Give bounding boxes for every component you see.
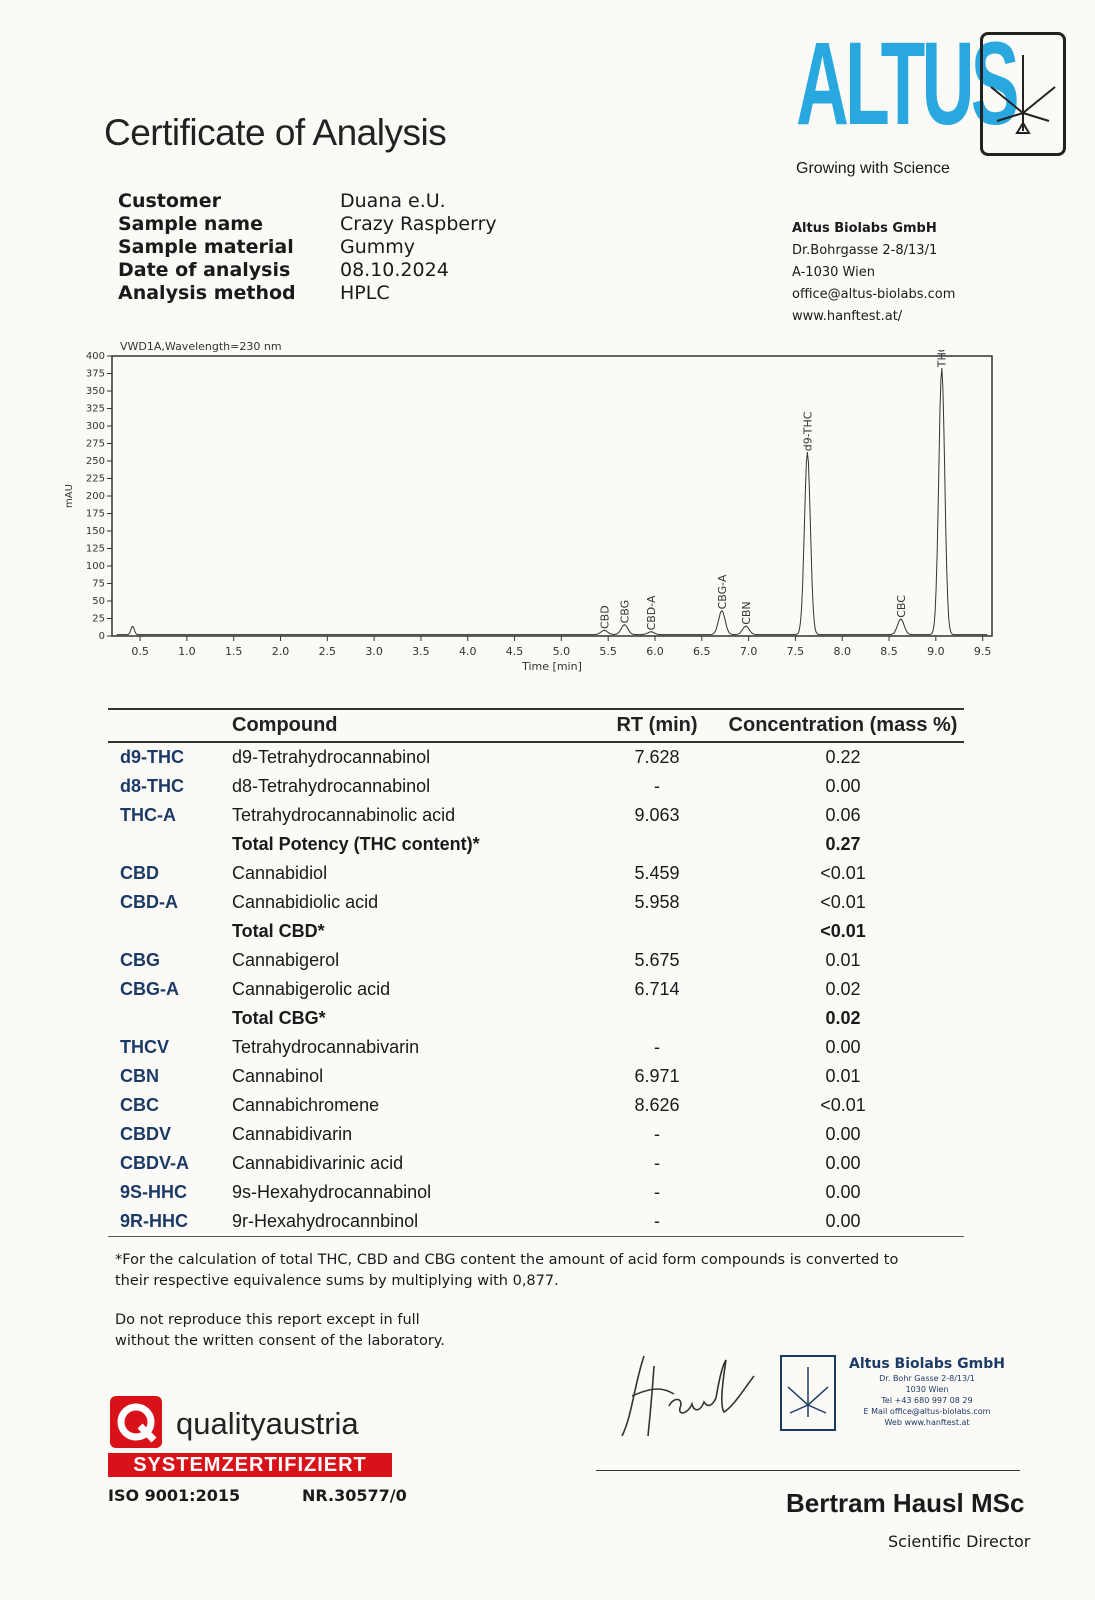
compound-abbreviation: 9S-HHC	[120, 1182, 188, 1202]
y-tick-label: 75	[92, 578, 105, 590]
compound-abbreviation: CBG-A	[120, 979, 179, 999]
retention-time: 5.459	[634, 863, 680, 883]
signature-line	[596, 1470, 1020, 1471]
x-tick-label: 8.0	[833, 645, 851, 658]
x-tick-label: 1.5	[224, 645, 243, 658]
y-tick-label: 100	[85, 561, 105, 572]
value-date: 08.10.2024	[340, 259, 449, 281]
lab-city: A-1030 Wien	[792, 265, 875, 280]
footnote-line-2: their respective equivalence sums by multiplying with 0,877.	[115, 1273, 559, 1289]
compound-name: Tetrahydrocannabinolic acid	[232, 805, 456, 825]
table-row	[108, 1149, 964, 1178]
stamp-web: Web www.hanftest.at	[884, 1418, 970, 1427]
x-tick-label: 9.5	[973, 645, 992, 658]
compound-name: Total Potency (THC content)*	[232, 834, 480, 854]
header-compound: Compound	[232, 709, 592, 742]
qualityaustria-brand: qualityaustria	[176, 1406, 359, 1441]
compound-name: d9-Tetrahydrocannabinol	[232, 747, 431, 767]
table-row	[108, 1033, 964, 1062]
chromatogram-trace	[117, 369, 988, 635]
compound-abbreviation: THCV	[120, 1037, 169, 1057]
x-tick-label: 5.5	[599, 645, 617, 658]
x-tick-label: 2.0	[271, 645, 290, 658]
compound-name: Cannabidivarinic acid	[232, 1153, 404, 1173]
compound-abbreviation	[108, 830, 232, 859]
y-tick-label: 325	[85, 403, 105, 415]
table-row	[108, 801, 964, 830]
y-tick-label: 275	[85, 438, 105, 450]
concentration: 0.00	[825, 776, 861, 796]
retention-time: 8.626	[634, 1095, 680, 1115]
x-tick-label: 6.5	[693, 645, 711, 658]
y-axis-label: mAU	[64, 484, 75, 508]
retention-time	[592, 1004, 722, 1033]
retention-time: -	[654, 1124, 660, 1144]
y-tick-label: 225	[85, 473, 105, 485]
compound-abbreviation: CBC	[120, 1095, 159, 1115]
concentration: 0.06	[825, 805, 861, 825]
signature-drawing	[614, 1346, 764, 1446]
table-row	[108, 859, 964, 888]
compound-abbreviation: CBD-A	[120, 892, 178, 912]
x-tick-label: 8.5	[880, 645, 898, 658]
x-tick-label: 5.0	[552, 645, 571, 658]
stamp-leaf-icon	[780, 1355, 836, 1431]
compound-name: Cannabichromene	[232, 1095, 380, 1115]
compound-name: Cannabinol	[232, 1066, 324, 1086]
concentration: 0.02	[825, 979, 861, 999]
retention-time: -	[654, 1182, 660, 1202]
header-concentration: Concentration (mass %)	[722, 709, 964, 742]
table-total-row	[108, 917, 964, 946]
x-tick-label: 3.5	[412, 645, 430, 658]
compound-name: d8-Tetrahydrocannabinol	[232, 776, 431, 796]
retention-time: 9.063	[634, 805, 680, 825]
certificate-number: NR.30577/0	[302, 1486, 407, 1505]
concentration: 0.02	[825, 1008, 861, 1028]
compound-name: Total CBG*	[232, 1008, 326, 1028]
x-tick-label: 1.0	[178, 645, 196, 658]
table-row	[108, 946, 964, 975]
plot-frame	[112, 356, 992, 636]
lab-email[interactable]: office@altus-biolabs.com	[792, 287, 956, 302]
stamp-tel: Tel +43 680 997 08 29	[881, 1396, 973, 1405]
peak-label: CBC	[894, 595, 908, 618]
x-tick-label: 7.5	[786, 645, 805, 658]
table-row	[108, 1178, 964, 1207]
concentration: 0.22	[825, 747, 861, 767]
retention-time: 5.675	[634, 950, 680, 970]
sample-info-labels	[118, 190, 296, 305]
retention-time: 7.628	[634, 747, 680, 767]
peak-label: CBD-A	[645, 595, 659, 631]
concentration: 0.01	[825, 1066, 861, 1086]
y-tick-label: 200	[85, 491, 105, 502]
x-tick-label: 2.5	[318, 645, 337, 658]
y-tick-label: 150	[85, 526, 105, 537]
retention-time: 6.971	[634, 1066, 680, 1086]
y-tick-label: 125	[85, 543, 105, 555]
compound-abbreviation: d8-THC	[120, 776, 184, 796]
value-method: HPLC	[340, 282, 390, 304]
concentration: 0.00	[825, 1124, 861, 1144]
compound-abbreviation: d9-THC	[120, 747, 184, 767]
concentration: 0.00	[825, 1182, 861, 1202]
compound-name: Cannabidiolic acid	[232, 892, 379, 912]
sample-info-values	[340, 190, 497, 305]
y-tick-label: 175	[85, 508, 105, 520]
label-method: Analysis method	[118, 282, 296, 304]
cannabis-leaf-icon	[980, 32, 1066, 156]
value-sample-name: Crazy Raspberry	[340, 213, 497, 235]
x-tick-label: 3.0	[365, 645, 383, 658]
compound-abbreviation: CBDV-A	[120, 1153, 190, 1173]
retention-time: -	[654, 776, 660, 796]
concentration: <0.01	[820, 892, 866, 912]
compound-abbreviation	[108, 1004, 232, 1033]
compound-abbreviation	[108, 917, 232, 946]
y-tick-label: 250	[85, 456, 105, 467]
value-sample-material: Gummy	[340, 236, 416, 258]
table-row	[108, 888, 964, 917]
stamp-city: 1030 Wien	[905, 1385, 949, 1394]
compound-name: 9s-Hexahydrocannabinol	[232, 1182, 432, 1202]
stamp-street: Dr. Bohr Gasse 2-8/13/1	[879, 1374, 975, 1383]
y-tick-label: 375	[85, 368, 105, 380]
y-tick-label: 350	[85, 386, 105, 397]
retention-time	[592, 830, 722, 859]
retention-time: 5.958	[634, 892, 680, 912]
table-row	[108, 742, 964, 772]
retention-time: 6.714	[634, 979, 680, 999]
compound-name: Cannabidivarin	[232, 1124, 353, 1144]
retention-time	[592, 917, 722, 946]
concentration: 0.00	[825, 1153, 861, 1173]
peak-label: CBN	[739, 601, 753, 625]
table-row	[108, 1120, 964, 1149]
label-date: Date of analysis	[118, 259, 291, 281]
compound-name: Cannabidiol	[232, 863, 328, 883]
y-tick-label: 25	[92, 613, 105, 625]
peak-label: d9-THC	[801, 411, 815, 452]
compound-name: Cannabigerolic acid	[232, 979, 391, 999]
retention-time: -	[592, 1207, 722, 1237]
y-tick-label: 400	[85, 351, 105, 362]
y-tick-label: 50	[92, 596, 105, 607]
table-row	[108, 1207, 964, 1237]
concentration: 0.01	[825, 950, 861, 970]
compound-abbreviation: CBG	[120, 950, 160, 970]
peak-label: THC-A	[935, 350, 949, 368]
concentration: <0.01	[820, 863, 866, 883]
table-row	[108, 1062, 964, 1091]
concentration: 0.00	[825, 1037, 861, 1057]
reproduce-line-1: Do not reproduce this report except in full	[115, 1312, 420, 1328]
chromatogram-caption: VWD1A,Wavelength=230 nm	[120, 340, 282, 353]
table-body	[108, 742, 964, 1237]
label-customer: Customer	[118, 190, 221, 212]
altus-logo: ALTUS	[796, 18, 1016, 150]
table-row	[108, 975, 964, 1004]
table-total-row	[108, 1004, 964, 1033]
x-axis-label: Time [min]	[522, 660, 582, 673]
concentration: <0.01	[820, 921, 866, 941]
reproduction-notice	[115, 1310, 445, 1352]
compound-name: Total CBD*	[232, 921, 325, 941]
compound-table	[108, 708, 964, 1237]
footnote-line-1: *For the calculation of total THC, CBD and CBG content the amount of acid form compounds is converted to	[115, 1252, 899, 1268]
compound-abbreviation: CBDV	[120, 1124, 172, 1144]
compound-abbreviation: THC-A	[120, 805, 176, 825]
value-customer: Duana e.U.	[340, 190, 446, 212]
y-tick-label: 0	[98, 631, 105, 642]
x-tick-label: 4.0	[458, 645, 477, 658]
peak-label: CBG-A	[715, 574, 729, 610]
y-tick-label: 300	[85, 421, 105, 432]
compound-abbreviation: CBD	[120, 863, 159, 883]
table-row	[108, 772, 964, 801]
signatory-name: Bertram Hausl MSc	[786, 1488, 1025, 1518]
compound-name: Tetrahydrocannabivarin	[232, 1037, 420, 1057]
lab-tagline: Growing with Science	[796, 160, 950, 177]
x-tick-label: 9.0	[927, 645, 945, 658]
table-header-row	[108, 709, 964, 742]
header-rt: RT (min)	[592, 709, 722, 742]
lab-name: Altus Biolabs GmbH	[792, 221, 937, 236]
signatory-role: Scientific Director	[888, 1532, 1031, 1551]
stamp-mail: E Mail office@altus-biolabs.com	[863, 1407, 991, 1416]
peak-label: CBG	[618, 599, 632, 624]
table-row	[108, 1091, 964, 1120]
table-total-row	[108, 830, 964, 859]
x-tick-label: 6.0	[646, 645, 664, 658]
retention-time: -	[654, 1153, 660, 1173]
compound-abbreviation: CBN	[120, 1066, 159, 1086]
lab-web[interactable]: www.hanftest.at/	[792, 309, 903, 324]
qualityaustria-q-icon	[110, 1396, 162, 1448]
concentration: 0.00	[722, 1207, 964, 1237]
lab-street: Dr.Bohrgasse 2-8/13/1	[792, 243, 938, 258]
peak-label: CBD	[598, 605, 612, 629]
footnote	[115, 1250, 935, 1292]
concentration: <0.01	[820, 1095, 866, 1115]
compound-abbreviation: 9R-HHC	[108, 1207, 232, 1237]
lab-address	[792, 218, 955, 328]
reproduce-line-2: without the written consent of the laboratory.	[115, 1333, 445, 1349]
lab-stamp	[846, 1356, 1008, 1428]
compound-name: Cannabigerol	[232, 950, 340, 970]
label-sample-material: Sample material	[118, 236, 294, 258]
concentration: 0.27	[825, 834, 861, 854]
x-tick-label: 4.5	[505, 645, 524, 658]
x-tick-label: 7.0	[739, 645, 758, 658]
compound-name: 9r-Hexahydrocannbinol	[232, 1207, 592, 1237]
label-sample-name: Sample name	[118, 213, 263, 235]
x-tick-label: 0.5	[131, 645, 149, 658]
certification-band: SYSTEMZERTIFIZIERT	[108, 1453, 392, 1477]
signature	[614, 1346, 764, 1450]
page-title: Certificate of Analysis	[104, 112, 447, 153]
stamp-name: Altus Biolabs GmbH	[849, 1356, 1005, 1372]
chromatogram	[60, 350, 1020, 694]
chromatogram-svg	[60, 350, 1020, 690]
retention-time: -	[654, 1037, 660, 1057]
iso-standard: ISO 9001:2015	[108, 1486, 241, 1505]
